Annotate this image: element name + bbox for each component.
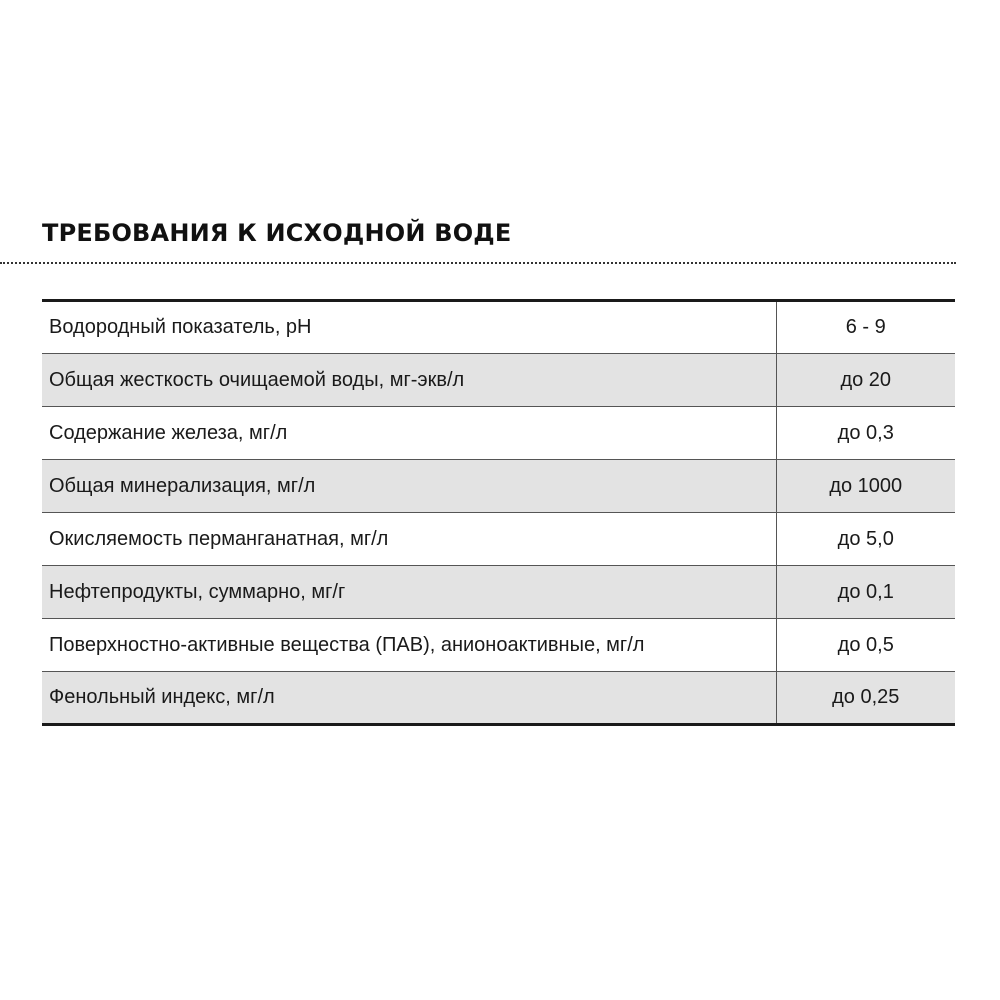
table-row — [42, 301, 955, 354]
table-row — [42, 354, 955, 407]
table-row — [42, 672, 955, 725]
parameter-cell: Поверхностно-активные вещества (ПАВ), анионоактивные, мг/л — [42, 619, 776, 672]
value-cell: до 20 — [776, 354, 955, 407]
parameter-cell: Фенольный индекс, мг/л — [42, 672, 776, 725]
table-row — [42, 619, 955, 672]
section-title: ТРЕБОВАНИЯ К ИСХОДНОЙ ВОДЕ — [42, 219, 512, 247]
parameter-cell: Водородный показатель, pH — [42, 301, 776, 354]
value-cell: до 0,1 — [776, 566, 955, 619]
value-cell: до 0,3 — [776, 407, 955, 460]
table-row — [42, 513, 955, 566]
parameter-cell: Общая минерализация, мг/л — [42, 460, 776, 513]
water-requirements-table — [42, 299, 955, 726]
parameter-cell: Содержание железа, мг/л — [42, 407, 776, 460]
parameter-cell: Окисляемость перманганатная, мг/л — [42, 513, 776, 566]
table-row — [42, 460, 955, 513]
parameter-cell: Нефтепродукты, суммарно, мг/г — [42, 566, 776, 619]
value-cell: до 5,0 — [776, 513, 955, 566]
value-cell: до 0,5 — [776, 619, 955, 672]
table-row — [42, 566, 955, 619]
table-row — [42, 407, 955, 460]
value-cell: до 1000 — [776, 460, 955, 513]
value-cell: до 0,25 — [776, 672, 955, 725]
value-cell: 6 - 9 — [776, 301, 955, 354]
dotted-divider — [0, 262, 956, 264]
parameter-cell: Общая жесткость очищаемой воды, мг-экв/л — [42, 354, 776, 407]
